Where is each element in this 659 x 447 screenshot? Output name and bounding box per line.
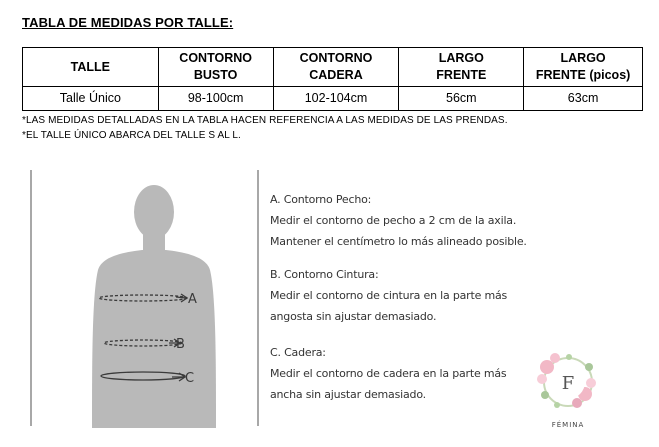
body-silhouette-figure [30,170,260,428]
header-largo-frente: LARGO FRENTE [399,48,524,87]
logo-wordmark: FÉMINA [551,421,585,429]
table-cell: Talle Único [23,87,159,111]
table-cell: 102-104cm [273,87,399,111]
header-contorno-busto: CONTORNO BUSTO [158,48,273,87]
table-header-row [23,48,643,87]
label-a: A [188,292,197,307]
label-c: C [185,371,195,386]
header-contorno-cadera: CONTORNO CADERA [273,48,399,87]
guide-chest-title: A. Contorno Pecho: [270,193,372,206]
guide-waist [270,264,507,327]
note-measures: *LAS MEDIDAS DETALLADAS EN LA TABLA HACEN REFERENCIA A LAS MEDIDAS DE LAS PRENDAS. [22,115,508,126]
guide-hip-title: C. Cadera: [270,346,326,359]
guide-hip-line: Medir el contorno de cadera en la parte más [270,367,507,380]
guide-waist-line: angosta sin ajustar demasiado. [270,310,437,323]
logo-letter: F [561,373,575,394]
note-size-range: *EL TALLE ÚNICO ABARCA DEL TALLE S AL L. [22,130,241,141]
label-b: B [176,337,185,352]
table-cell: 98-100cm [158,87,273,111]
size-table [22,47,643,111]
guide-hip-line: ancha sin ajustar demasiado. [270,388,426,401]
header-largo-frente-picos: LARGO FRENTE (picos) [524,48,643,87]
femina-logo [529,345,609,435]
page-title: TABLA DE MEDIDAS POR TALLE: [22,15,234,30]
guide-chest-line: Medir el contorno de pecho a 2 cm de la axila. [270,214,517,227]
header-talle: TALLE [23,48,159,87]
guide-hip [270,342,506,405]
guide-waist-title: B. Contorno Cintura: [270,268,379,281]
table-cell: 56cm [399,87,524,111]
guide-chest [270,189,527,252]
table-row [23,87,643,111]
table-cell: 63cm [524,87,643,111]
silhouette [92,185,216,428]
guide-waist-line: Medir el contorno de cintura en la parte más [270,289,508,302]
guide-chest-line: Mantener el centímetro lo más alineado posible. [270,235,527,248]
